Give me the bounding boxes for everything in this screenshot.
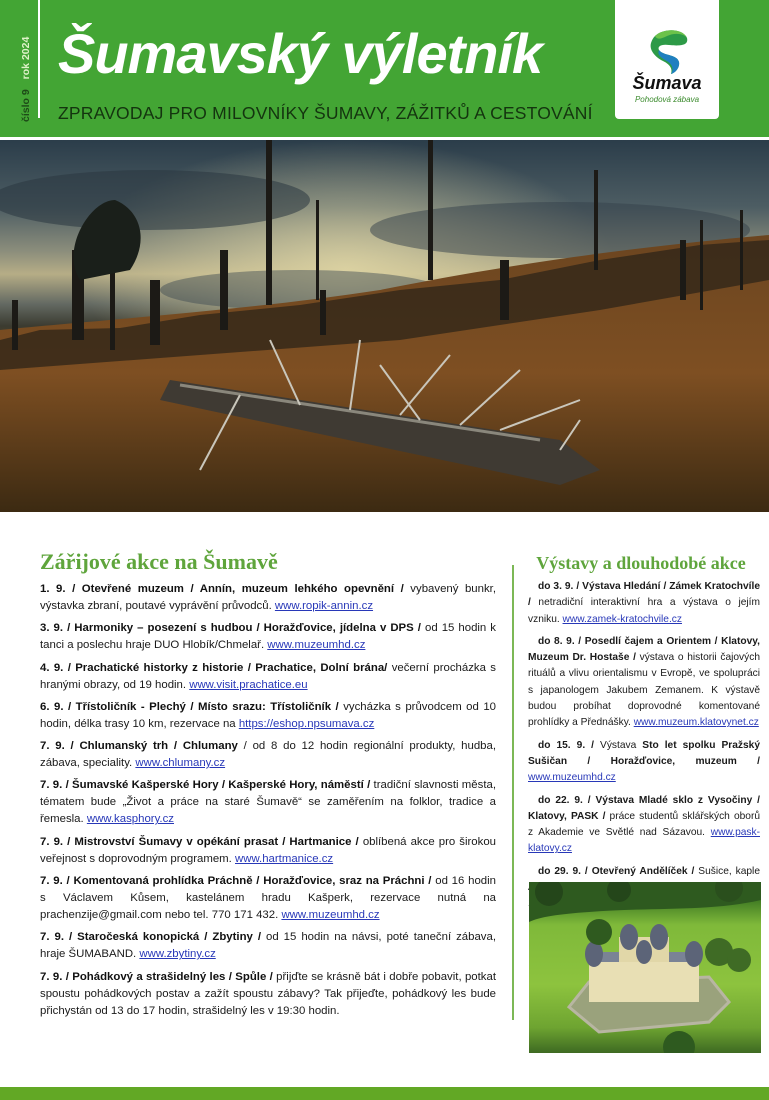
events-title: Zářijové akce na Šumavě: [40, 549, 278, 574]
event-link[interactable]: www.hartmanice.cz: [235, 852, 334, 865]
exhibition-link[interactable]: www.muzeum.klatovynet.cz: [633, 717, 759, 729]
exhibitions-title: Výstavy a dlouhodobé akce: [536, 553, 746, 573]
exhibition-item: [528, 634, 760, 732]
event-link[interactable]: www.visit.prachatice.eu: [189, 678, 308, 691]
event-head: 7. 9. / Šumavské Kašperské Hory / Kašperské Hory, náměstí /: [40, 779, 371, 792]
event-text: večerní procházka s hranými obrazy, od 19 hodin.: [40, 661, 496, 691]
exhibition-item: [528, 738, 760, 787]
exhibition-item: [528, 793, 760, 858]
event-text: vycházka s průvodcem od 10 hodin, délka trasy 10 km, rezervace na: [40, 700, 496, 730]
event-head: 7. 9. / Chlumanský trh / Chlumany: [40, 740, 238, 753]
event-item: [40, 581, 496, 615]
exhibition-head: do 22. 9. / Výstava Mladé sklo z Vysočiny / Klatovy, PASK /: [528, 794, 760, 822]
exhibition-head: do 15. 9. /: [538, 739, 594, 751]
event-link[interactable]: www.ropik-annin.cz: [274, 600, 374, 612]
event-text: oblíbená akce pro širokou veřejnost s doprovodným programem.: [40, 835, 497, 865]
sumava-leaf-icon: [649, 28, 689, 76]
exhibition-text: výstava o historii čajových rituálů a vlivu orientalismu v Evropě, ve spolupráci s japanologem Jakubem Zemanem. K výstavě budou probíhat doprovodné komentované prohlídky a Přednášky.: [528, 652, 761, 729]
exhibition-link[interactable]: www.pask-klatovy.cz: [528, 827, 760, 855]
event-link[interactable]: https://eshop.npsumava.cz: [238, 717, 375, 730]
issue-number: číslo 9: [20, 89, 32, 122]
event-text: vybavený bunkr, výstavka zbraní, poutavé vyprávění průvodců.: [40, 583, 497, 612]
logo-tagline: Pohodová zábava: [634, 95, 700, 104]
footer-bar: [0, 1087, 769, 1100]
event-text: od 15 hodin k tanci a poslechu hraje DUO Hlobík/Chmelař.: [40, 622, 496, 652]
event-item: [40, 969, 496, 1020]
sumava-logo[interactable]: [615, 0, 719, 119]
event-text: / od 8 do 12 hodin regionální produkty, hudba, zábava, speciality.: [40, 740, 496, 770]
exhibition-item: [528, 579, 760, 628]
masthead: [0, 0, 769, 137]
event-item: [40, 873, 496, 924]
exhibitions-section: [528, 551, 760, 919]
exhibition-head: do 29. 9. / Otevřený Andělíček /: [538, 865, 695, 877]
event-text: od 16 hodin s Václavem Kůsem, kastelánem hradu Kašperk, rezervace nutná na prachenzije@gmail.com nebo tel. 770 171 432.: [40, 875, 496, 922]
event-link[interactable]: www.chlumany.cz: [135, 757, 226, 770]
event-item: [40, 620, 496, 654]
castle-photo: [529, 882, 761, 1053]
event-head: 7. 9. / Mistrovství Šumavy v opékání prasat / Hartmanice /: [40, 835, 359, 848]
forest-landscape-icon: [0, 140, 769, 512]
exhibition-text: Sušice, kaple: [698, 865, 760, 877]
event-item: [40, 738, 496, 772]
events-list: [40, 581, 496, 1020]
event-head: 4. 9. / Prachatické historky z historie / Prachatice, Dolní brána/: [40, 661, 388, 674]
exhibition-text: netradiční interaktivní hra a výstava o jejím vzniku.: [528, 597, 760, 625]
exhibition-head: do 3. 9. / Výstava Hledání / Zámek Kratochvíle /: [528, 581, 760, 609]
issue-meta: [16, 22, 36, 122]
event-link[interactable]: www.muzeumhd.cz: [267, 639, 366, 652]
magazine-subtitle: ZPRAVODAJ PRO MILOVNÍKY ŠUMAVY, ZÁŽITKŮ A CESTOVÁNÍ: [58, 103, 593, 123]
event-link[interactable]: www.zbytiny.cz: [139, 948, 216, 961]
header-divider: [38, 0, 40, 118]
issue-year: rok 2024: [20, 36, 32, 80]
events-section: [40, 549, 496, 1025]
castle-aerial-icon: [529, 882, 761, 1053]
event-head: 7. 9. / Pohádkový a strašidelný les / Spůle /: [40, 970, 273, 983]
event-item: [40, 699, 496, 733]
event-text: tradiční slavnosti města, tématem bude „Život a práce na staré Šumavě“ se zaměřením na folklor, tradice a řemesla.: [40, 779, 496, 826]
exhibition-link[interactable]: www.muzeumhd.cz: [528, 772, 616, 784]
event-item: [40, 834, 496, 868]
event-head: 7. 9. / Staročeská konopická / Zbytiny /: [40, 931, 262, 944]
magazine-title: Šumavský výletník: [58, 22, 543, 85]
exhibition-head: do 8. 9. / Posedlí čajem a Orientem / Klatovy, Muzeum Dr. Hostaše /: [528, 635, 760, 664]
event-head: 3. 9. / Harmoniky – posezení s hudbou / Horažďovice, jídelna v DPS /: [40, 622, 421, 635]
column-divider: [512, 565, 514, 1020]
event-text: přijďte se krásně bát i dobře pobavit, potkat spoustu pohádkových postav a zažít spoustu zábavy? Tak přijeďte, pohádkový les bude přichystán od 13 do 17 hodin, strašidelný les v 19:30 hodin.: [40, 970, 496, 1017]
exhibition-mid: Výstava: [594, 739, 643, 751]
event-link[interactable]: www.muzeumhd.cz: [281, 909, 380, 922]
event-item: [40, 660, 496, 694]
event-head: 6. 9. / Třístoličník - Plechý / Místo srazu: Třístoličník /: [40, 700, 339, 713]
exhibition-head-2: Sto let spolku Pražský Sušičan / Horažďovice, muzeum /: [528, 739, 760, 767]
exhibition-link[interactable]: www.zamek-kratochvile.cz: [562, 613, 682, 625]
event-head: 1. 9. / Otevřené muzeum / Annín, muzeum lehkého opevnění /: [40, 583, 404, 595]
logo-name: Šumava: [632, 73, 702, 93]
event-item: [40, 777, 496, 828]
event-item: [40, 929, 496, 963]
event-text: od 15 hodin na návsi, poté taneční zábava, hraje ŠUMABAND.: [40, 931, 496, 961]
event-link[interactable]: www.kasphory.cz: [86, 813, 174, 826]
hero-photo: [0, 140, 769, 512]
event-head: 7. 9. / Komentovaná prohlídka Práchně / Horažďovice, sraz na Práchni /: [40, 875, 432, 888]
exhibition-text: práce studentů sklářských oborů z Akademie ve Světlé nad Sázavou.: [528, 810, 760, 839]
